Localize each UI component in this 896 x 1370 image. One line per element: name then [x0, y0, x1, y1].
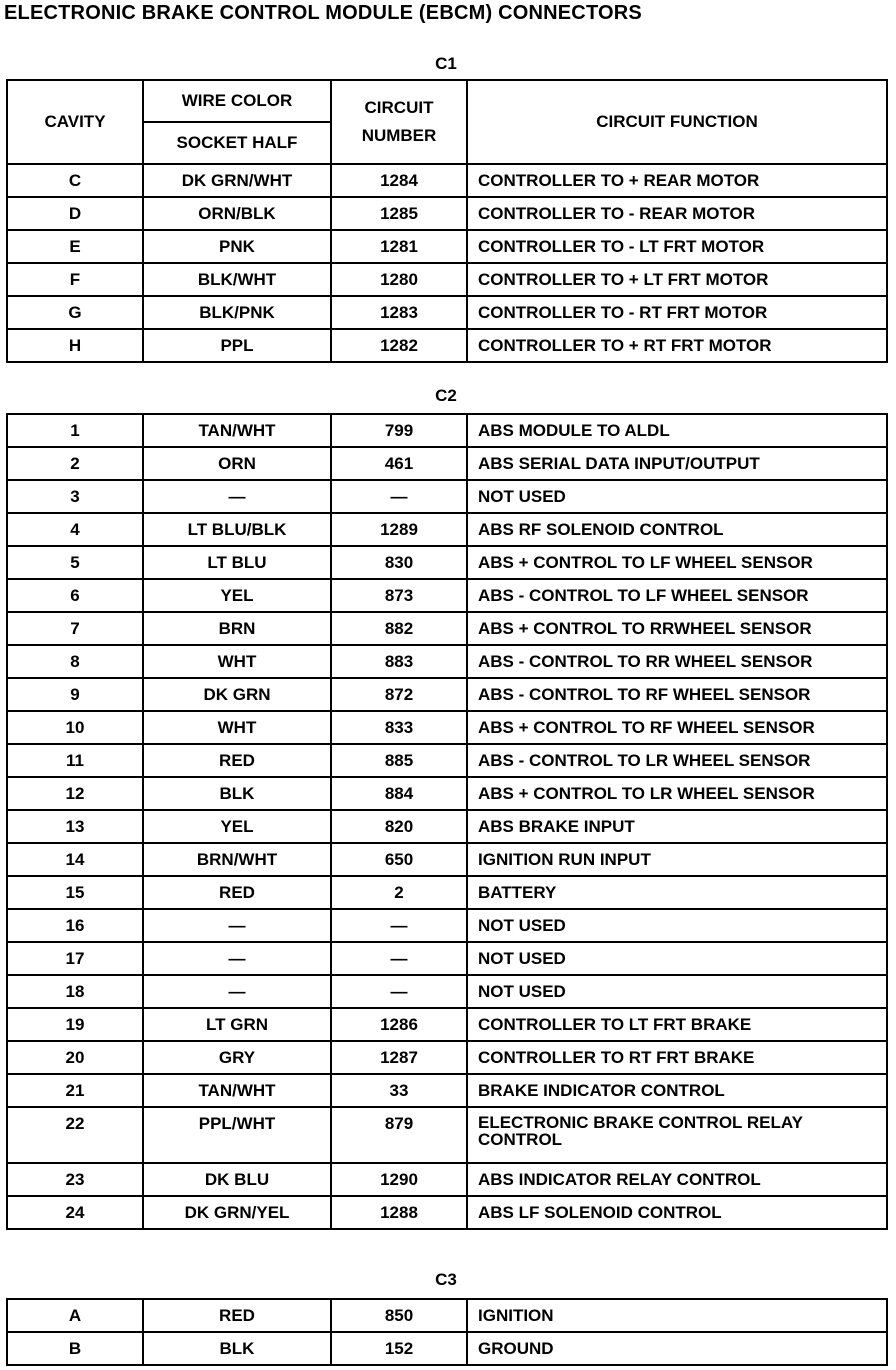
connector-label-c2: C2: [435, 386, 457, 405]
header-cavity: CAVITY: [7, 80, 143, 164]
cavity-cell: 14: [7, 843, 143, 876]
circuit-number-cell: 461: [331, 447, 467, 480]
header-circuit-number-line2: NUMBER: [361, 126, 437, 145]
circuit-number-cell: 1285: [331, 197, 467, 230]
circuit-function-cell: CONTROLLER TO - RT FRT MOTOR: [467, 296, 887, 329]
circuit-number-cell: 879: [331, 1107, 467, 1163]
circuit-function-cell: ELECTRONIC BRAKE CONTROL RELAY CONTROL: [467, 1107, 887, 1163]
wire-color-cell: BLK: [143, 1332, 331, 1365]
circuit-number-cell: —: [331, 909, 467, 942]
circuit-number-cell: —: [331, 942, 467, 975]
table-row: [7, 513, 887, 546]
wire-color-cell: RED: [143, 1299, 331, 1332]
table-row: [7, 230, 887, 263]
circuit-function-cell: ABS INDICATOR RELAY CONTROL: [467, 1163, 887, 1196]
circuit-function-cell: BRAKE INDICATOR CONTROL: [467, 1074, 887, 1107]
circuit-number-cell: 2: [331, 876, 467, 909]
cavity-cell: F: [7, 263, 143, 296]
table-row: [7, 975, 887, 1008]
cavity-cell: 4: [7, 513, 143, 546]
circuit-number-cell: 1290: [331, 1163, 467, 1196]
circuit-number-cell: 1283: [331, 296, 467, 329]
cavity-cell: 21: [7, 1074, 143, 1107]
circuit-number-cell: 1286: [331, 1008, 467, 1041]
cavity-cell: 5: [7, 546, 143, 579]
header-circuit-number: [331, 80, 467, 164]
header-circuit-function: CIRCUIT FUNCTION: [467, 80, 887, 164]
table-row: [7, 612, 887, 645]
wire-color-cell: BLK/WHT: [143, 263, 331, 296]
table-row: [7, 1332, 887, 1365]
circuit-function-cell: ABS + CONTROL TO LF WHEEL SENSOR: [467, 546, 887, 579]
circuit-function-cell: ABS + CONTROL TO LR WHEEL SENSOR: [467, 777, 887, 810]
table-row: [7, 678, 887, 711]
wire-color-cell: —: [143, 942, 331, 975]
wire-color-cell: LT BLU/BLK: [143, 513, 331, 546]
table-row: [7, 329, 887, 362]
circuit-function-cell: ABS - CONTROL TO LF WHEEL SENSOR: [467, 579, 887, 612]
document-title: ELECTRONIC BRAKE CONTROL MODULE (EBCM) CONNECTORS: [4, 2, 642, 24]
table-row: [7, 1008, 887, 1041]
wire-color-cell: TAN/WHT: [143, 1074, 331, 1107]
wire-color-cell: YEL: [143, 579, 331, 612]
wire-color-cell: —: [143, 480, 331, 513]
circuit-number-cell: 872: [331, 678, 467, 711]
circuit-number-cell: 830: [331, 546, 467, 579]
wire-color-cell: PPL/WHT: [143, 1107, 331, 1163]
circuit-function-cell: NOT USED: [467, 975, 887, 1008]
circuit-function-cell: CONTROLLER TO - REAR MOTOR: [467, 197, 887, 230]
circuit-number-cell: 885: [331, 744, 467, 777]
circuit-function-cell: CONTROLLER TO + REAR MOTOR: [467, 164, 887, 197]
circuit-function-cell: ABS - CONTROL TO LR WHEEL SENSOR: [467, 744, 887, 777]
cavity-cell: 17: [7, 942, 143, 975]
circuit-function-cell: NOT USED: [467, 909, 887, 942]
circuit-number-cell: 152: [331, 1332, 467, 1365]
circuit-function-cell: CONTROLLER TO + LT FRT MOTOR: [467, 263, 887, 296]
circuit-number-cell: 1289: [331, 513, 467, 546]
circuit-function-cell: ABS BRAKE INPUT: [467, 810, 887, 843]
table-row: [7, 777, 887, 810]
cavity-cell: 11: [7, 744, 143, 777]
circuit-number-cell: 882: [331, 612, 467, 645]
wire-color-cell: RED: [143, 876, 331, 909]
wire-color-cell: ORN/BLK: [143, 197, 331, 230]
wire-color-cell: DK GRN: [143, 678, 331, 711]
circuit-function-cell: ABS RF SOLENOID CONTROL: [467, 513, 887, 546]
table-row: [7, 414, 887, 447]
circuit-function-cell: CONTROLLER TO - LT FRT MOTOR: [467, 230, 887, 263]
circuit-number-cell: —: [331, 975, 467, 1008]
table-row: [7, 263, 887, 296]
wire-color-cell: DK GRN/YEL: [143, 1196, 331, 1229]
table-row: [7, 876, 887, 909]
cavity-cell: 8: [7, 645, 143, 678]
wire-color-cell: PPL: [143, 329, 331, 362]
circuit-function-cell: CONTROLLER TO RT FRT BRAKE: [467, 1041, 887, 1074]
table-row: [7, 546, 887, 579]
wire-color-cell: LT BLU: [143, 546, 331, 579]
table-row: [7, 296, 887, 329]
circuit-function-cell: CONTROLLER TO + RT FRT MOTOR: [467, 329, 887, 362]
circuit-function-cell: GROUND: [467, 1332, 887, 1365]
table-row: [7, 942, 887, 975]
connector-label-c3: C3: [435, 1270, 457, 1289]
cavity-cell: 3: [7, 480, 143, 513]
wire-color-cell: YEL: [143, 810, 331, 843]
wire-color-cell: BRN/WHT: [143, 843, 331, 876]
circuit-function-cell: BATTERY: [467, 876, 887, 909]
table-row: [7, 843, 887, 876]
wire-color-cell: RED: [143, 744, 331, 777]
circuit-number-cell: 650: [331, 843, 467, 876]
cavity-cell: C: [7, 164, 143, 197]
wire-color-cell: WHT: [143, 645, 331, 678]
cavity-cell: H: [7, 329, 143, 362]
table-row: [7, 447, 887, 480]
circuit-function-cell: CONTROLLER TO LT FRT BRAKE: [467, 1008, 887, 1041]
cavity-cell: D: [7, 197, 143, 230]
circuit-function-cell: ABS + CONTROL TO RF WHEEL SENSOR: [467, 711, 887, 744]
cavity-cell: A: [7, 1299, 143, 1332]
wire-color-cell: PNK: [143, 230, 331, 263]
table-row: [7, 164, 887, 197]
cavity-cell: 23: [7, 1163, 143, 1196]
circuit-function-cell: ABS - CONTROL TO RF WHEEL SENSOR: [467, 678, 887, 711]
circuit-number-cell: 833: [331, 711, 467, 744]
circuit-number-cell: 1282: [331, 329, 467, 362]
table-row: [7, 1299, 887, 1332]
cavity-cell: 18: [7, 975, 143, 1008]
wire-color-cell: DK BLU: [143, 1163, 331, 1196]
circuit-function-cell: ABS SERIAL DATA INPUT/OUTPUT: [467, 447, 887, 480]
wire-color-cell: BLK: [143, 777, 331, 810]
circuit-number-cell: 33: [331, 1074, 467, 1107]
wire-color-cell: GRY: [143, 1041, 331, 1074]
cavity-cell: 19: [7, 1008, 143, 1041]
circuit-function-cell: IGNITION: [467, 1299, 887, 1332]
cavity-cell: 6: [7, 579, 143, 612]
wire-color-cell: LT GRN: [143, 1008, 331, 1041]
cavity-cell: 2: [7, 447, 143, 480]
cavity-cell: 7: [7, 612, 143, 645]
circuit-function-cell: NOT USED: [467, 942, 887, 975]
wire-color-cell: BLK/PNK: [143, 296, 331, 329]
cavity-cell: 16: [7, 909, 143, 942]
table-row: [7, 810, 887, 843]
circuit-function-cell: ABS - CONTROL TO RR WHEEL SENSOR: [467, 645, 887, 678]
wire-color-cell: ORN: [143, 447, 331, 480]
header-wire-color: WIRE COLOR: [143, 80, 331, 122]
table-row: [7, 1074, 887, 1107]
circuit-function-cell: ABS + CONTROL TO RRWHEEL SENSOR: [467, 612, 887, 645]
circuit-number-cell: 850: [331, 1299, 467, 1332]
cavity-cell: 12: [7, 777, 143, 810]
connector-table-c3: [6, 1298, 888, 1366]
table-row: [7, 1107, 887, 1163]
header-circuit-number-line1: CIRCUIT: [364, 98, 434, 117]
table-row: [7, 480, 887, 513]
circuit-number-cell: 1287: [331, 1041, 467, 1074]
table-row: [7, 1041, 887, 1074]
cavity-cell: 9: [7, 678, 143, 711]
table-row: [7, 1196, 887, 1229]
cavity-cell: 10: [7, 711, 143, 744]
circuit-number-cell: 873: [331, 579, 467, 612]
table-row: [7, 909, 887, 942]
table-row: [7, 711, 887, 744]
cavity-cell: 15: [7, 876, 143, 909]
wire-color-cell: —: [143, 975, 331, 1008]
table-row: [7, 197, 887, 230]
connector-label-c1: C1: [435, 54, 457, 73]
circuit-number-cell: —: [331, 480, 467, 513]
circuit-function-cell: ABS LF SOLENOID CONTROL: [467, 1196, 887, 1229]
table-row: [7, 579, 887, 612]
table-row: [7, 1163, 887, 1196]
circuit-number-cell: 1284: [331, 164, 467, 197]
wire-color-cell: BRN: [143, 612, 331, 645]
circuit-number-cell: 1281: [331, 230, 467, 263]
wire-color-cell: —: [143, 909, 331, 942]
cavity-cell: 22: [7, 1107, 143, 1163]
circuit-number-cell: 884: [331, 777, 467, 810]
circuit-function-cell: NOT USED: [467, 480, 887, 513]
circuit-number-cell: 1280: [331, 263, 467, 296]
connector-table-c2: [6, 413, 888, 1230]
cavity-cell: 20: [7, 1041, 143, 1074]
table-row: [7, 744, 887, 777]
cavity-cell: B: [7, 1332, 143, 1365]
table-row: [7, 645, 887, 678]
wire-color-cell: WHT: [143, 711, 331, 744]
circuit-function-cell: ABS MODULE TO ALDL: [467, 414, 887, 447]
connector-table-c1: [6, 79, 888, 363]
cavity-cell: 1: [7, 414, 143, 447]
wire-color-cell: TAN/WHT: [143, 414, 331, 447]
cavity-cell: 24: [7, 1196, 143, 1229]
header-socket-half: SOCKET HALF: [143, 122, 331, 164]
circuit-number-cell: 820: [331, 810, 467, 843]
cavity-cell: 13: [7, 810, 143, 843]
wire-color-cell: DK GRN/WHT: [143, 164, 331, 197]
circuit-number-cell: 1288: [331, 1196, 467, 1229]
cavity-cell: G: [7, 296, 143, 329]
circuit-number-cell: 799: [331, 414, 467, 447]
circuit-number-cell: 883: [331, 645, 467, 678]
circuit-function-cell: IGNITION RUN INPUT: [467, 843, 887, 876]
cavity-cell: E: [7, 230, 143, 263]
